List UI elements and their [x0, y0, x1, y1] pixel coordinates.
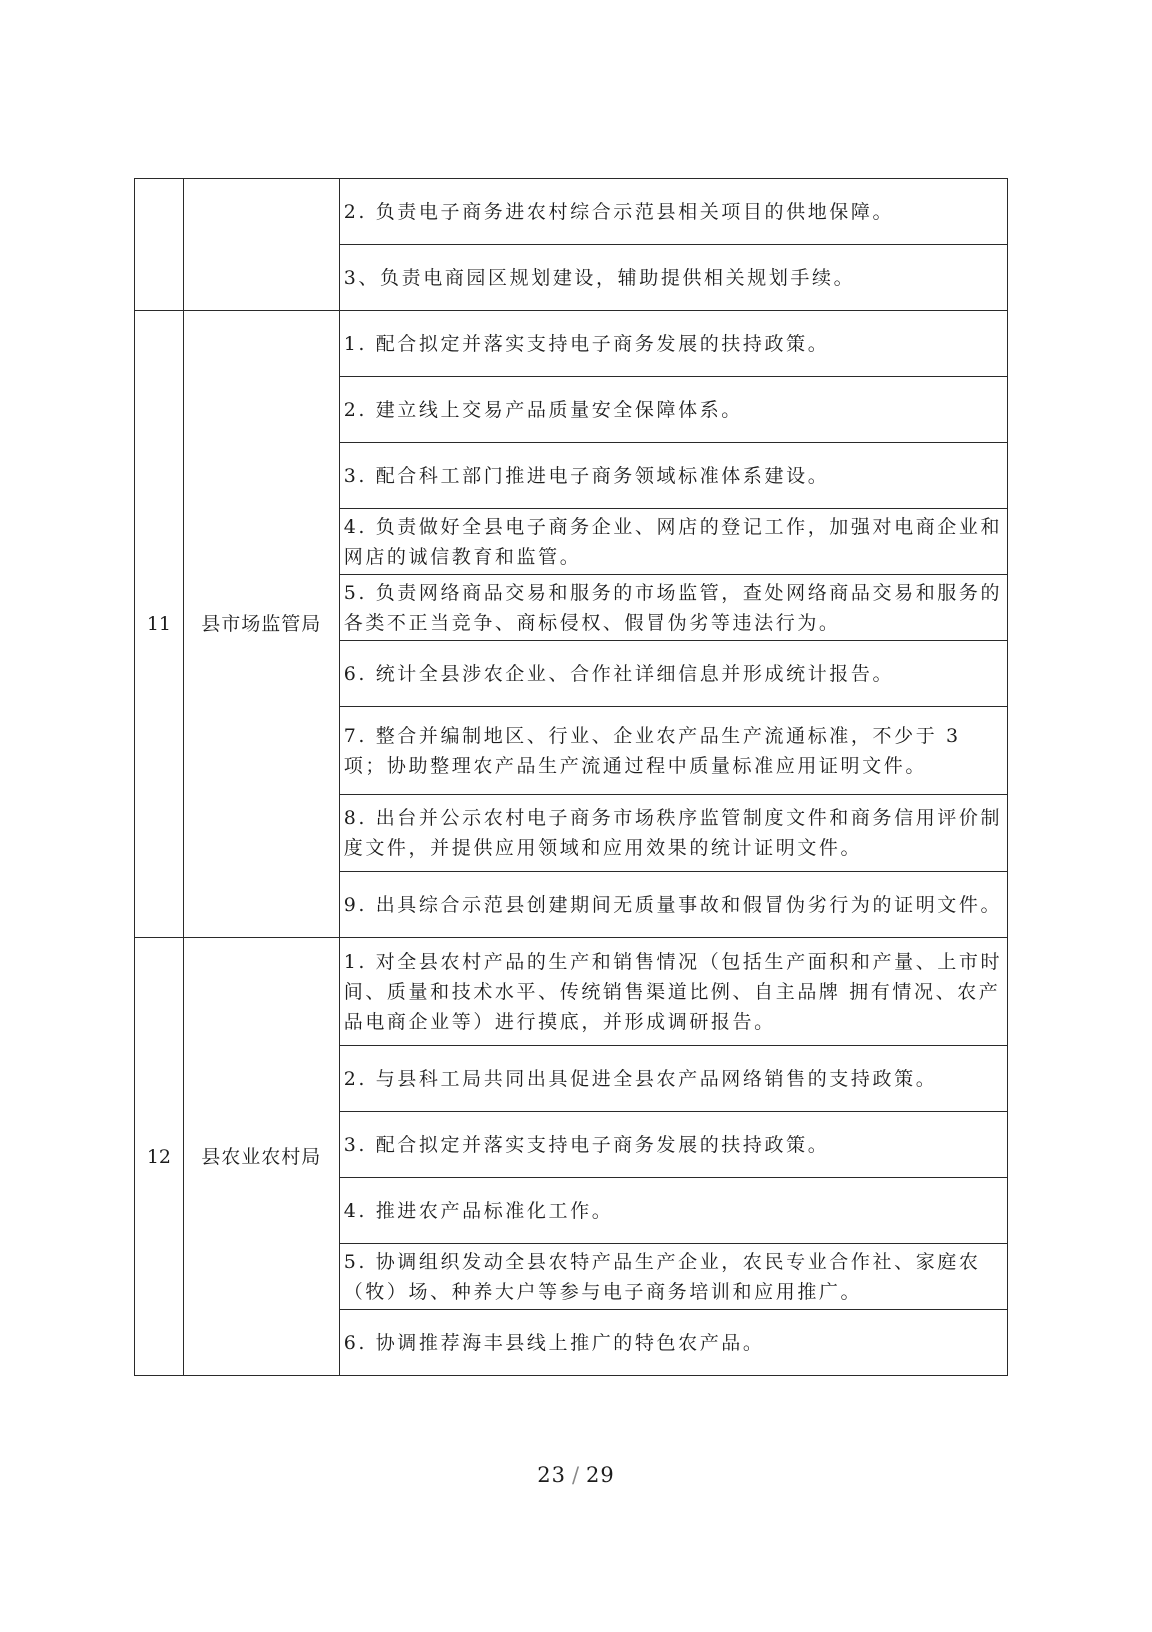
duty-cell: 1. 对全县农村产品的生产和销售情况（包括生产面积和产量、上市时间、质量和技术水平、传统销售渠道比例、自主品牌 拥有情况、农产品电商企业等）进行摸底，并形成调研报告。 — [339, 938, 1007, 1046]
duty-cell: 5. 负责网络商品交易和服务的市场监管，查处网络商品交易和服务的各类不正当竞争、商标侵权、假冒伪劣等违法行为。 — [339, 575, 1007, 641]
duty-cell: 6. 协调推荐海丰县线上推广的特色农产品。 — [339, 1310, 1007, 1376]
table-row — [135, 179, 1008, 245]
page-current: 23 — [537, 1463, 566, 1487]
duty-cell: 3. 配合拟定并落实支持电子商务发展的扶持政策。 — [339, 1112, 1007, 1178]
table-row — [135, 938, 1008, 1046]
duty-cell: 1. 配合拟定并落实支持电子商务发展的扶持政策。 — [339, 311, 1007, 377]
table-row — [135, 311, 1008, 377]
duty-cell: 7. 整合并编制地区、行业、企业农产品生产流通标准，不少于 3 项；协助整理农产品生产流通过程中质量标准应用证明文件。 — [339, 707, 1007, 795]
duty-cell: 8. 出台并公示农村电子商务市场秩序监管制度文件和商务信用评价制度文件，并提供应用领域和应用效果的统计证明文件。 — [339, 795, 1007, 872]
department-name: 县农业农村局 — [183, 938, 339, 1376]
responsibility-table — [134, 178, 1008, 1376]
duty-cell: 5. 协调组织发动全县农特产品生产企业，农民专业合作社、家庭农（牧）场、种养大户等参与电子商务培训和应用推广。 — [339, 1244, 1007, 1310]
duty-cell: 3、负责电商园区规划建设，辅助提供相关规划手续。 — [339, 245, 1007, 311]
page-total: 29 — [586, 1463, 615, 1487]
row-number: 12 — [135, 938, 184, 1376]
department-cell-empty — [183, 179, 339, 311]
duty-cell: 3. 配合科工部门推进电子商务领域标准体系建设。 — [339, 443, 1007, 509]
duty-cell: 2. 建立线上交易产品质量安全保障体系。 — [339, 377, 1007, 443]
number-cell-empty — [135, 179, 184, 311]
page-separator: / — [571, 1463, 581, 1487]
department-name: 县市场监管局 — [183, 311, 339, 938]
duty-cell: 4. 推进农产品标准化工作。 — [339, 1178, 1007, 1244]
duty-cell: 2. 与县科工局共同出具促进全县农产品网络销售的支持政策。 — [339, 1046, 1007, 1112]
duty-cell: 2. 负责电子商务进农村综合示范县相关项目的供地保障。 — [339, 179, 1007, 245]
duty-cell: 9. 出具综合示范县创建期间无质量事故和假冒伪劣行为的证明文件。 — [339, 872, 1007, 938]
row-number: 11 — [135, 311, 184, 938]
duty-cell: 4. 负责做好全县电子商务企业、网店的登记工作，加强对电商企业和网店的诚信教育和监管。 — [339, 509, 1007, 575]
page-number — [0, 1463, 1152, 1487]
duty-cell: 6. 统计全县涉农企业、合作社详细信息并形成统计报告。 — [339, 641, 1007, 707]
